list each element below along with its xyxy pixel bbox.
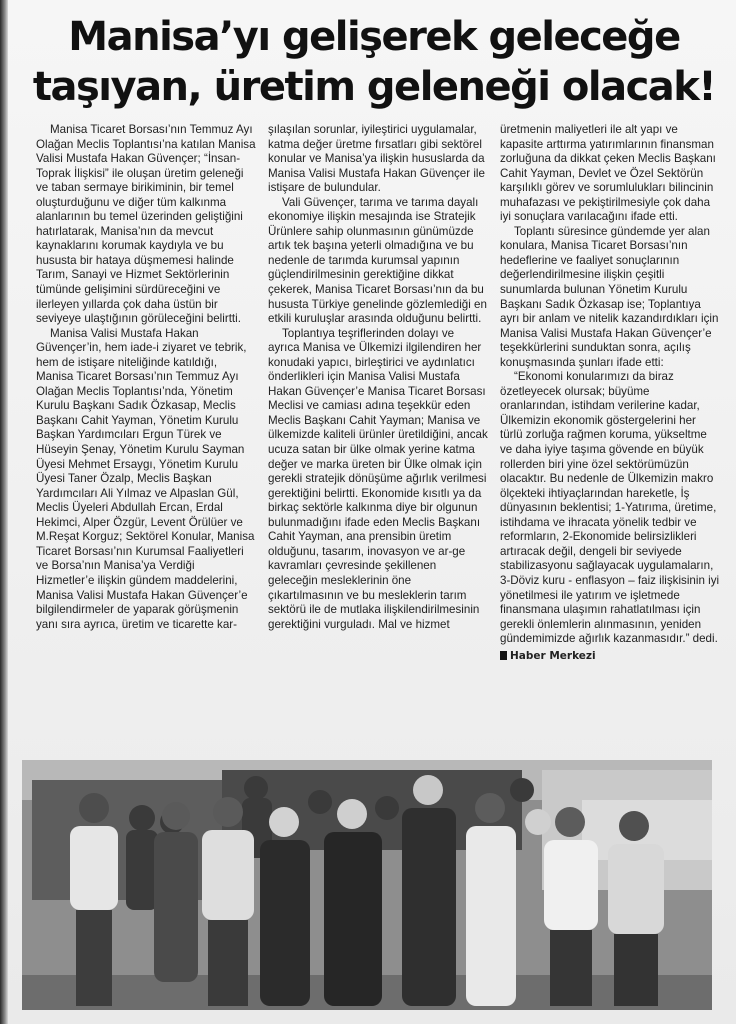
paragraph: Vali Güvençer, tarıma ve tarıma dayalı ekonomiye ilişkin mesajında ise Stratejik Ürünlere sahip olunmasının günümüzde artık tek başına yeterli olmadığına ve bu nedenle de tarımda kurumsal yapının güçlendirilmesinin gerektiğine dikkat çekerek, Manisa Ticaret Borsası’nın da bu hususta Türkiye genelinde gözlemlediği en etkili kuruluşlar arasında olduğunu belirtti. [268, 195, 487, 326]
page-edge-shadow [0, 0, 8, 1024]
article-column-2 [268, 123, 488, 755]
article-body [36, 123, 720, 755]
paragraph: Toplantıya teşriflerinden dolayı ve ayrıca Manisa ve Ülkemizi ilgilendiren her konudaki yapıcı, birleştirici ve aydınlatıcı önderlikleri için Manisa Valisi Mustafa Hakan Güvençer’e Manisa Ticaret Borsası Meclisi ve camiası adına teşekkür eden Meclis Başkanı Cahit Yayman; Manisa ve ülkemizde kaliteli ürünler üretildiğini, ancak ucuza satan bir ülke olmak yerine katma değer ve marka üreten bir Ülke olmak için gerekli stratejik dönüşüme ağırlık verilmesi gerektiğini belirtti. Ekonomide kısıtlı ya da birkaç sektörle kalkınma diye bir olgunun bulunmadığını ifade eden Meclis Başkanı Cahit Yayman, ana prensibin üretim olduğunu, tasarım, inovasyon ve ar-ge kavramları çevresinde şekillenen geleceğin mesleklerinin öne çıkartılmasının ve bu mesleklerin tarım sektörü ile de mutlaka ilişkilendirilmesinin gerektiğini vurguladı. Mal ve hizmet [268, 326, 488, 631]
group-photo [22, 760, 712, 1010]
paragraph: Manisa Valisi Mustafa Hakan Güvençer’in, hem iade-i ziyaret ve tebrik, hem de istişare niteliğinde katıldığı, Manisa Ticaret Borsası’nın Temmuz Ayı Olağan Meclis Toplantısı’nda, Yönetim Kurulu Başkanı Sadık Özkasap, Meclis Başkanı Cahit Yayman, Yönetim Kurulu Başkan Yardımcıları Ergun Türek ve Hüseyin Şenay, Yönetim Kurulu Sayman Üyesi Mehmet Ersaygı, Yönetim Kurulu Üyesi Taner Özalp, Meclis Başkan Yardımcıları Ali Yılmaz ve Alpaslan Gül, Meclis Üyeleri Abdullah Ercan, Erdal Hekimci, Alper Özgür, Levent Örülüer ve M.Reşat Korguz; Sektörel Konular, Manisa Ticaret Borsası’nın Kurumsal Faaliyetleri ve Borsa’nın Manisa’ya Verdiği Hizmetler’e ilişkin gündem maddelerini, Manisa Valisi Mustafa Hakan Güvençer’e bilgilendirmeler de yaparak görüşmenin yanı sıra ayrıca, üretim ve ticarette kar- [36, 326, 255, 631]
paragraph: Manisa Ticaret Borsası’nın Temmuz Ayı Olağan Meclis Toplantısı’na katılan Manisa Valisi Mustafa Hakan Güvençer; “İnsan-Toprak İlişkisi” ile oluşan üretim geleneği ve taban sermaye birikiminin, bir temel oluşturduğunu ve diğer tüm kalkınma alanlarının bu temel üzerinden geliştiğini hatırlatarak, Manisa’nın da mevcut kaynaklarını korumak kaydıyla ve bu hususta bir hataya düşmemesi halinde Tarım, Sanayi ve Hizmet Sektörlerinin tümünde gelişimini sürdüreceğini ve ilerleyen yıllarda çok daha üstün bir seviyeye ulaştığının görüleceğini belirtti. [36, 123, 256, 326]
byline-square-icon [500, 651, 507, 660]
byline [500, 649, 720, 664]
article-headline: Manisa’yı gelişerek geleceğe taşıyan, üretim geleneği olacak! [32, 14, 716, 110]
byline-text: Haber Merkezi [510, 649, 596, 662]
article-column-3 [500, 123, 720, 755]
paragraph: “Ekonomi konularımızı da biraz özetleyecek olursak; büyüme oranlarından, istihdam verilerine kadar, Ülkemizin ekonomik göstergelerini her türlü zorluğa rağmen koruma, yükseltme ve daha iyiye taşıma gövende en büyük rollerden biri yine özel sektörümüzün olacaktır. Bu nedenle de Ülkemizin makro ölçekteki ihtiyaçlarından hareketle, İş dünyasının beklentisi; 1-Yatırıma, üretime, istihdama ve ihracata yönelik tedbir ve reformların, 2-Ekonomide belirsizlikleri artıracak değil, dengeli bir seviyede stabilizasyonu sağlayacak uygulamaların, 3-Döviz kuru - enflasyon – faiz ilişkisinin iyi yönetilmesi ile yatırım ve işletmede finansmana ulaşımın rahatlatılması için gerekli önlemlerin alınmasının, yeniden gündemimizde ağırlık kazanmasıdır.” dedi. [500, 370, 720, 646]
group-photo-illustration [22, 760, 712, 1010]
paragraph: üretmenin maliyetleri ile alt yapı ve kapasite arttırma yatırımlarının finansman zorluğuna da dikkat çeken Meclis Başkanı Cahit Yayman, Devlet ve Özel Sektörün karşılıklı görev ve sorumlulukları bilincinin muhafazası ve pekiştirilmesiyle çok daha iyi sonuçlara varılacağını ifade etti. [500, 123, 716, 224]
paragraph: şılaşılan sorunlar, iyileştirici uygulamalar, katma değer üretme fırsatları gibi sektörel konular ve Manisa’ya ilişkin hususlarda da Manisa Valisi Mustafa Hakan Güvençer ile istişare de bulundular. [268, 123, 485, 195]
article-column-1 [36, 123, 256, 755]
paragraph: Toplantı süresince gündemde yer alan konulara, Manisa Ticaret Borsası’nın hedeflerine ve faaliyet sonuçlarının değerlendirilmesine ilişkin çeşitli sunumlarda bulunan Yönetim Kurulu Başkanı Sadık Özkasap ise; Toplantıya ayrı bir anlam ve nitelik kazandırdıkları için Manisa Valisi Mustafa Hakan Güvençer’e teşekkürlerini sunduktan sonra, açılış konuşmasında şunları ifade etti: [500, 224, 719, 369]
